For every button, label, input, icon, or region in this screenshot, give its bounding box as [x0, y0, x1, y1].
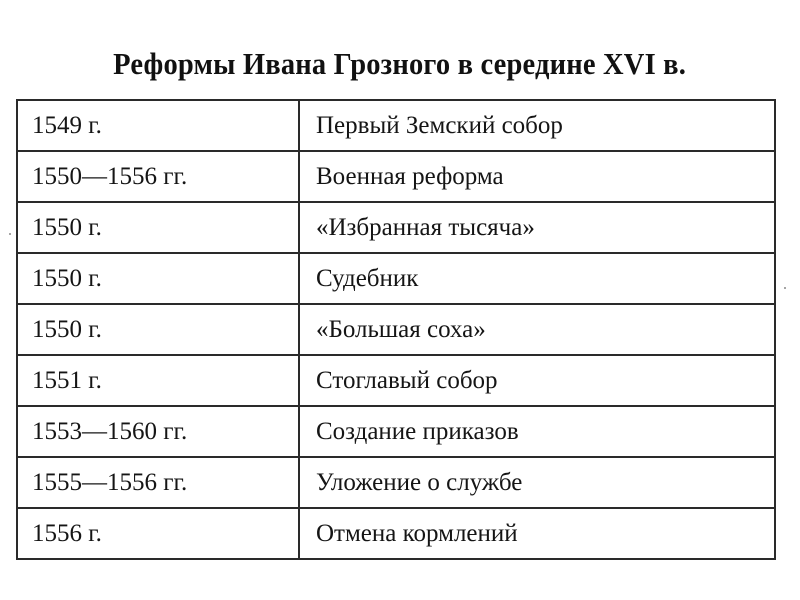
date-cell: 1555—1556 гг. — [17, 457, 299, 508]
event-cell: Создание приказов — [299, 406, 775, 457]
table-row — [17, 253, 775, 304]
event-cell: Отмена кормлений — [299, 508, 775, 559]
date-cell: 1550 г. — [17, 253, 299, 304]
event-cell: Стоглавый собор — [299, 355, 775, 406]
scan-speck — [9, 233, 11, 235]
table-row — [17, 304, 775, 355]
table-row — [17, 508, 775, 559]
reforms-table — [16, 99, 776, 560]
date-cell: 1551 г. — [17, 355, 299, 406]
table-row — [17, 406, 775, 457]
scan-speck — [784, 287, 786, 289]
date-cell: 1550 г. — [17, 202, 299, 253]
event-cell: «Избранная тысяча» — [299, 202, 775, 253]
table-row — [17, 202, 775, 253]
table-row — [17, 355, 775, 406]
table-row — [17, 151, 775, 202]
date-cell: 1550 г. — [17, 304, 299, 355]
date-cell: 1549 г. — [17, 100, 299, 151]
table-row — [17, 457, 775, 508]
event-cell: Уложение о службе — [299, 457, 775, 508]
event-cell: Судебник — [299, 253, 775, 304]
date-cell: 1556 г. — [17, 508, 299, 559]
page-title: Реформы Ивана Грозного в середине XVI в. — [113, 46, 687, 81]
event-cell: Первый Земский собор — [299, 100, 775, 151]
event-cell: «Большая соха» — [299, 304, 775, 355]
date-cell: 1553—1560 гг. — [17, 406, 299, 457]
date-cell: 1550—1556 гг. — [17, 151, 299, 202]
event-cell: Военная реформа — [299, 151, 775, 202]
table-row — [17, 100, 775, 151]
